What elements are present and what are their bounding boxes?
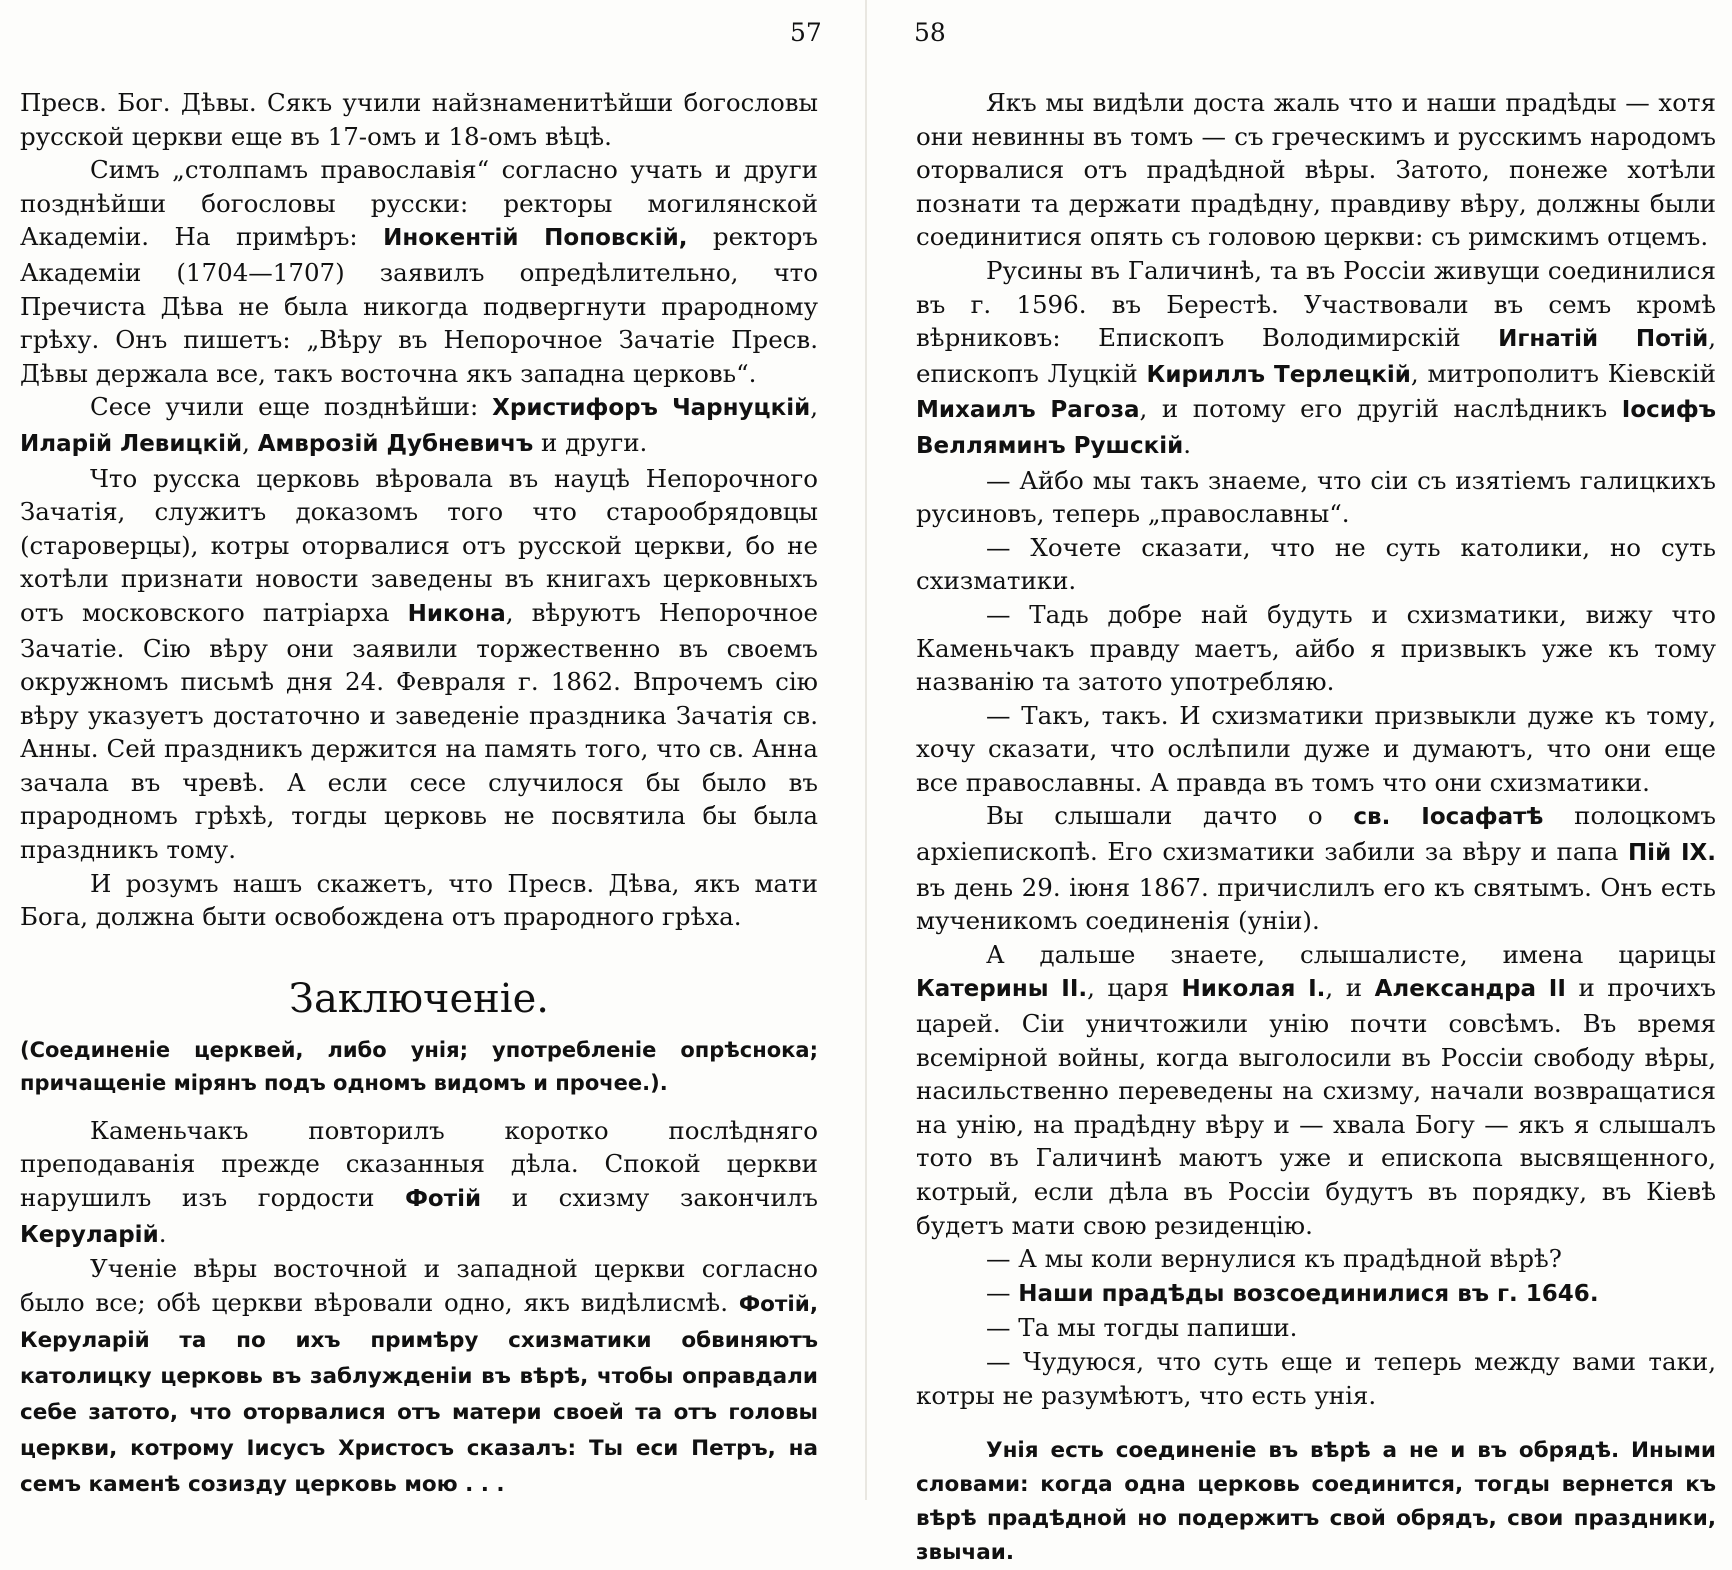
bold-paragraph: Унія есть соединеніе въ вѣрѣ а не и въ обрядѣ. Иными словами: когда одна церковь соединится, тогды вернется къ вѣрѣ прадѣдной но подержитъ свой обрядъ, свои праздники, звычаи. (916, 1438, 1716, 1566)
paragraph: Пресв. Бог. Дѣвы. Сякъ учили найзнаменитѣйши богословы русской церкви еще въ 17-омъ и 18-омъ вѣцѣ. (20, 88, 818, 151)
bold-name: Керуларій (20, 1221, 159, 1248)
text-run: Сесе учили еще позднѣйши: (90, 392, 493, 422)
paragraph: — Хочете сказати, что не суть католики, но суть схизматики. (916, 532, 1716, 596)
text-run: полоцкомъ архіепископѣ. Его схизматики забили за вѣру и папа (916, 801, 1716, 867)
text-run: , царя (1087, 973, 1182, 1003)
text-run: и други. (533, 427, 648, 457)
left-page (0, 0, 866, 1500)
bold-passage: Наши прадѣды возсоединилися въ г. 1646. (1018, 1280, 1599, 1307)
right-page (866, 0, 1732, 1566)
paragraph (20, 390, 818, 461)
bold-name: Александра II (1374, 976, 1566, 1003)
section-heading: Заключеніе. (289, 975, 549, 1022)
paragraph: — А мы коли вернулися къ прадѣдной вѣрѣ? (986, 1244, 1562, 1274)
text-run: Симъ „столпамъ православія“ согласно учать и други позднѣйши богословы русски: ректоры могилянской Академіи. На примѣръ: (20, 155, 818, 252)
paragraph: — Та мы тогды папиши. (986, 1313, 1298, 1343)
bold-name: Игнатій Потій (1498, 326, 1709, 353)
bold-name: Фотій (405, 1186, 482, 1213)
text-column (916, 86, 1716, 1570)
paragraph (916, 938, 1716, 1242)
text-run: — (986, 1277, 1019, 1307)
paragraph (20, 1252, 818, 1502)
text-run: . (158, 1218, 167, 1248)
text-run: А дальше знаете, слышалисте, имена царицы (986, 939, 1716, 969)
bold-name: Амврозій Дубневичъ (257, 430, 534, 457)
text-column (20, 86, 818, 1502)
bold-name: Христифоръ Чарнуцкій (492, 395, 811, 422)
paragraph: — Тадь добре най будуть и схизматики, вижу что Каменьчакъ правду маетъ, айбо я призвыкъ уже къ тому названію та затото употребляю. (916, 599, 1716, 697)
paragraph: И розумъ нашъ скажетъ, что Пресв. Дѣва, якъ мати Бога, должна быти освобождена отъ прародного грѣха. (20, 868, 818, 932)
bold-name: Катерины II. (916, 976, 1088, 1003)
text-run: въ день 29. іюня 1867. причислилъ его къ святымъ. Онъ есть мученикомъ соединенія (уніи). (916, 872, 1716, 936)
bold-name: Кириллъ Терлецкій (1146, 361, 1411, 388)
text-run: , (242, 427, 258, 457)
bold-name: Пій IX. (1627, 840, 1716, 867)
text-run: , вѣруютъ Непорочное Зачатіе. Сію вѣру они заявили торжественно въ своемъ окружномъ письмѣ дня 24. Февраля г. 1862. Впрочемъ сію вѣру указуетъ достаточно и заведеніе праздника Зачатія св. Анны. Сей праздникъ держится на память того, что св. Анна зачала въ чревѣ. А если сесе случилося бы было въ прародномъ грѣхѣ, тогды церковь не посвятила бы была праздникъ тому. (20, 597, 818, 865)
paragraph (20, 1114, 818, 1252)
paragraph (916, 254, 1716, 464)
section-subtitle: (Соединеніе церквей, либо унія; употребленіе опрѣснока; причащеніе мірянъ подъ одномъ видомъ и прочее.). (20, 1037, 818, 1095)
bold-name: св. Іосафатѣ (1353, 804, 1544, 831)
bold-name: Николая I. (1181, 976, 1326, 1003)
bold-name: Иларій Левицкій (20, 430, 243, 457)
page-number: 57 (790, 18, 822, 47)
bold-name: Никона (407, 600, 506, 627)
text-run: , епископъ Луцкій (916, 323, 1716, 388)
paragraph: — Такъ, такъ. И схизматики призвыкли дуже къ тому, хочу сказати, что ослѣпили дуже и думаютъ, что они еще все православны. А правда въ томъ что они схизматики. (916, 700, 1716, 797)
text-run: , (810, 392, 818, 422)
text-run: Ученіе вѣры восточной и западной церкви согласно было все; обѣ церкви вѣровали одно, якъ видѣлисмѣ. (20, 1254, 818, 1317)
text-run: Русины въ Галичинѣ, та въ Россіи живущи соединилися въ г. 1596. въ Берестѣ. Участвовали въ семъ кромѣ вѣрниковъ: Епископъ Володимирскій (916, 255, 1716, 353)
text-run: , и потому его другій наслѣдникъ (1139, 394, 1622, 424)
text-run: и прочихъ царей. Сіи уничтожили унію почти совсѣмъ. Въ время всемірной войны, когда выголосили въ Россіи свободу вѣры, насильственно переведены на схизму, начали возвращатися на унію, на прадѣдну вѣру и — хвала Богу — якъ я слышалъ тото въ Галичинѣ маютъ уже и епископа высвященного, котрый, если дѣла въ Россіи будутъ въ порядку, въ Кіевѣ будетъ мати свою резиденцію. (916, 973, 1716, 1240)
paragraph (916, 799, 1716, 937)
text-run: , митрополитъ Кіевскій (1410, 358, 1717, 388)
text-run: и схизму закончилъ (481, 1183, 818, 1213)
paragraph (20, 462, 818, 867)
paragraph: — Айбо мы такъ знаеме, что сіи съ изятіемъ галицкихъ русиновъ, теперь „православны“. (916, 465, 1716, 529)
paragraph: Якъ мы видѣли доста жаль что и наши прадѣды — хотя они невинны въ томъ — съ греческимъ и русскимъ народомъ оторвалися отъ прадѣдной вѣры. Затото, понеже хотѣли познати та держати прадѣдну, правдиву вѣру, должны были соединитися опять съ головою церкви: съ римскимъ отцемъ. (916, 88, 1716, 252)
text-run: , и (1325, 973, 1375, 1003)
text-run: ректоръ Академіи (1704—1707) заявилъ опредѣлительно, что Пречиста Дѣва не была никогда подвергнути прародному грѣху. Онъ пишетъ: „Вѣру въ Непорочное Зачатіе Пресв. Дѣвы держала все, такъ восточна якъ западна церковь“. (20, 222, 818, 388)
paragraph (20, 153, 818, 390)
paragraph (916, 1276, 1716, 1312)
bold-passage: Фотій, Керуларій та по ихъ примѣру схизматики обвиняютъ католицку церковь въ заблужденіи въ вѣрѣ, чтобы оправдали себе затото, что оторвалися отъ матери своей та отъ головы церкви, котрому Іисусъ Христосъ сказалъ: Ты еси Петръ, на семъ каменѣ созизду церковь мою . . . (20, 1291, 818, 1497)
text-run: Что русска церковь вѣровала въ науцѣ Непорочного Зачатія, служитъ доказомъ того что старообрядовцы (староверцы), котры оторвалися отъ русской церкви, бо не хотѣли признати новости заведены въ книгахъ церковныхъ отъ московского патріарха (20, 463, 818, 627)
page-number: 58 (914, 18, 946, 47)
bold-name: Іосифъ Велляминъ Рушскій (916, 397, 1716, 459)
bold-name: Михаилъ Рагоза (916, 397, 1140, 424)
text-run: . (1183, 429, 1192, 459)
text-run: Вы слышали дачто о (986, 801, 1354, 831)
bold-name: Инокентій Поповскій, (383, 225, 688, 252)
text-run: Каменьчакъ повторилъ коротко послѣдняго преподаванія прежде сказанныя дѣла. Спокой церкви нарушилъ изъ гордости (20, 1115, 818, 1213)
paragraph: — Чудуюся, что суть еще и теперь между вами таки, котры не разумѣютъ, что есть унія. (916, 1346, 1716, 1410)
